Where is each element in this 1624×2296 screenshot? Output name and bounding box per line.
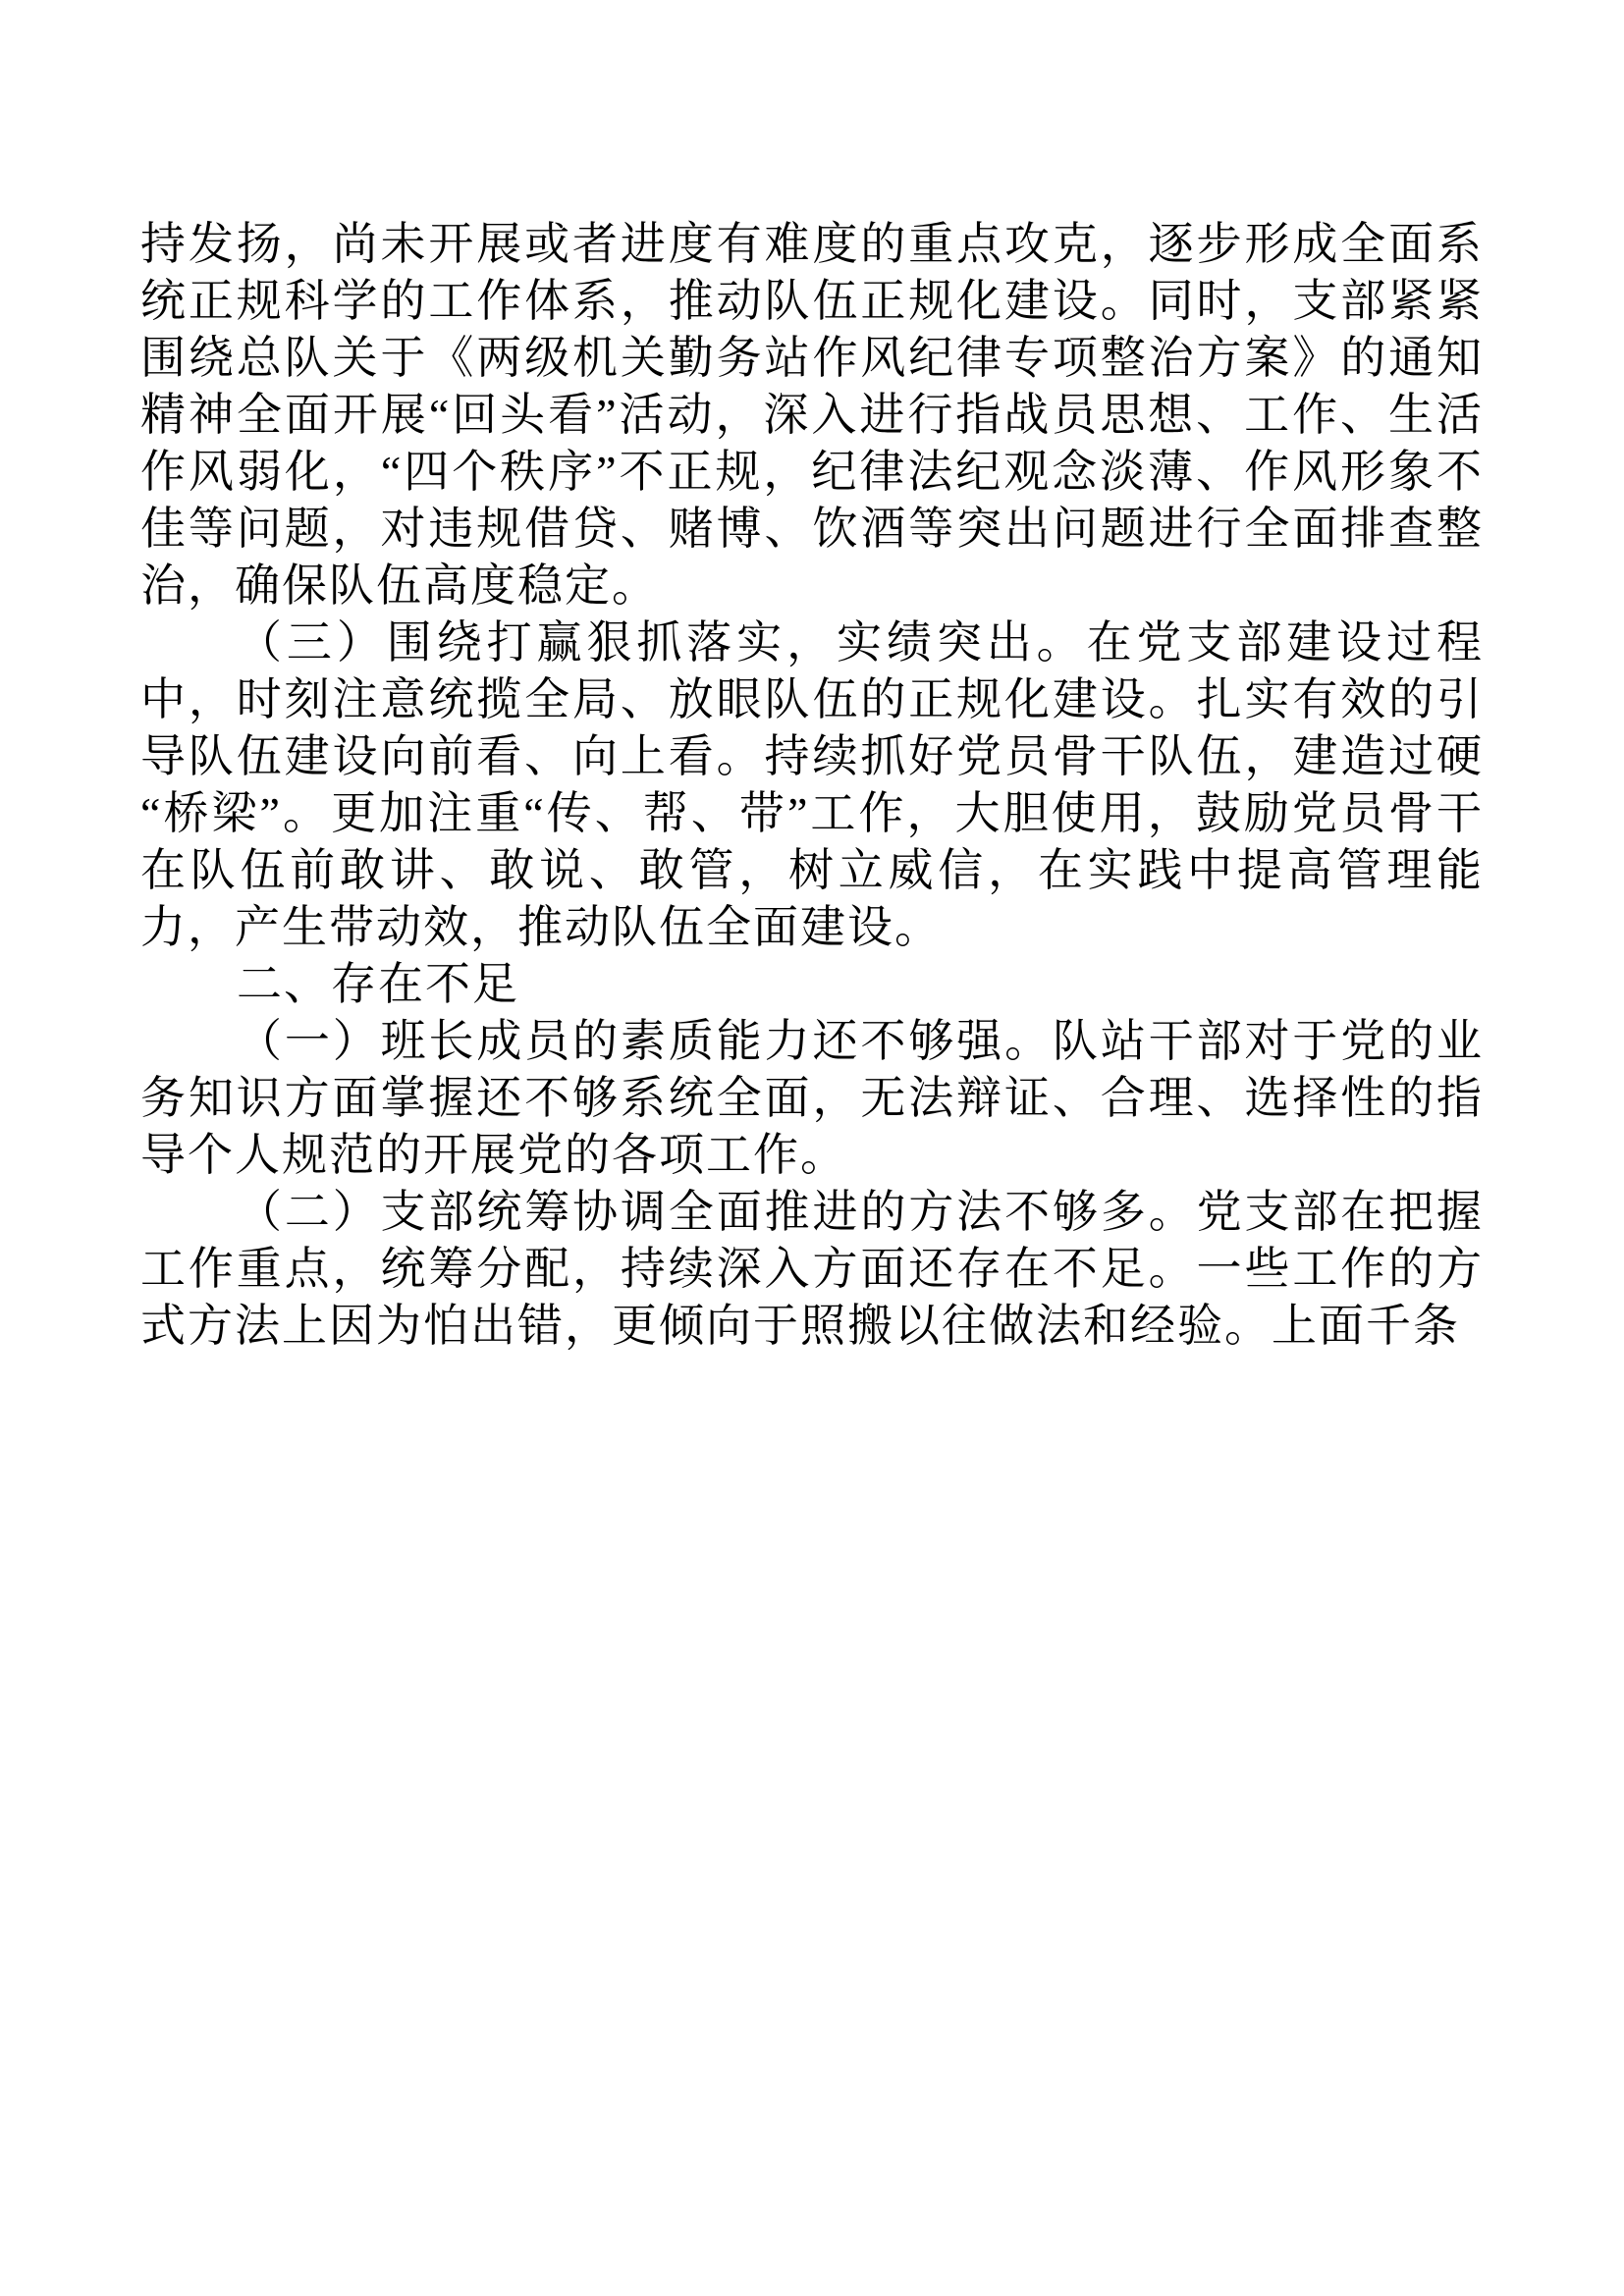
paragraph: （一）班长成员的素质能力还不够强。队站干部对于党的业务知识方面掌握还不够系统全面，无法辩证、合理、选择性的指导个人规范的开展党的各项工作。 [140,1016,1484,1180]
paragraph: （二）支部统筹协调全面推进的方法不够多。党支部在把握工作重点，统筹分配，持续深入方面还存在不足。一些工作的方式方法上因为怕出错，更倾向于照搬以往做法和经验。上面千条 [140,1187,1484,1351]
paragraph: （三）围绕打赢狠抓落实，实绩突出。在党支部建设过程中，时刻注意统揽全局、放眼队伍的正规化建设。扎实有效的引导队伍建设向前看、向上看。持续抓好党员骨干队伍，建造过硬“桥梁”。更加注重“传、帮、带”工作，大胆使用，鼓励党员骨干在队伍前敢讲、敢说、敢管，树立威信，在实践中提高管理能力，产生带动效，推动队伍全面建设。 [140,617,1484,952]
section-heading: 二、存在不足 [237,959,519,1009]
document-body [140,216,1484,1355]
paragraph: 持发扬，尚未开展或者进度有难度的重点攻克，逐步形成全面系统正规科学的工作体系，推动队伍正规化建设。同时，支部紧紧围绕总队关于《两级机关勤务站作风纪律专项整治方案》的通知精神全面开展“回头看”活动，深入进行指战员思想、工作、生活作风弱化，“四个秩序”不正规，纪律法纪观念淡薄、作风形象不佳等问题，对违规借贷、赌博、饮酒等突出问题进行全面排查整治，确保队伍高度稳定。 [140,219,1484,611]
